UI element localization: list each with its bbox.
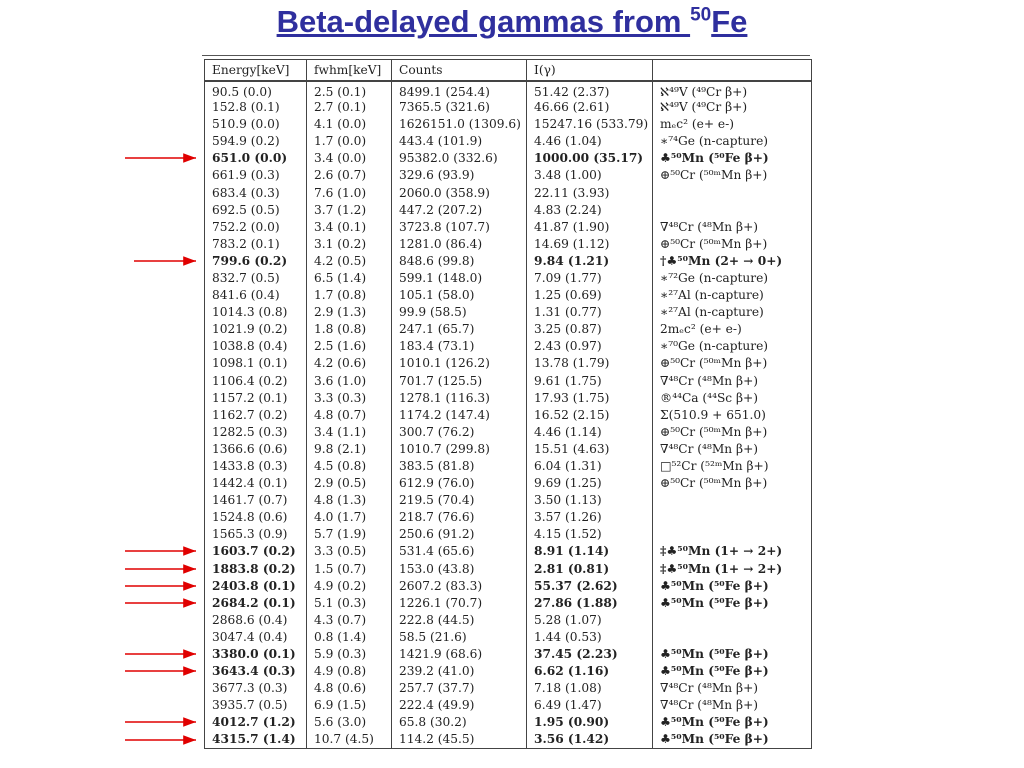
assignment-cell: ‡♣⁵⁰Mn (1+ → 2+) (653, 543, 812, 560)
fwhm-cell: 4.5 (0.8) (307, 457, 392, 474)
intensity-cell: 3.57 (1.26) (527, 509, 653, 526)
intensity-cell: 3.56 (1.42) (527, 731, 653, 748)
counts-cell: 183.4 (73.1) (392, 338, 527, 355)
assignment-cell: ⊕⁵⁰Cr (⁵⁰ᵐMn β+) (653, 355, 812, 372)
intensity-cell: 27.86 (1.88) (527, 594, 653, 611)
assignment-cell: ℵ⁴⁹V (⁴⁹Cr β+) (653, 81, 812, 99)
intensity-cell: 4.46 (1.04) (527, 133, 653, 150)
energy-cell: 1021.9 (0.2) (205, 321, 307, 338)
table-row (205, 287, 812, 304)
assignment-cell: ♣⁵⁰Mn (⁵⁰Fe β+) (653, 594, 812, 611)
fwhm-cell: 5.1 (0.3) (307, 594, 392, 611)
fwhm-cell: 4.2 (0.5) (307, 252, 392, 269)
slide-title (0, 4, 1024, 40)
energy-cell: 1883.8 (0.2) (205, 560, 307, 577)
table-row (205, 423, 812, 440)
title-mass-number: 50 (690, 4, 712, 26)
energy-cell: 1038.8 (0.4) (205, 338, 307, 355)
table-row (205, 184, 812, 201)
table-row (205, 269, 812, 286)
header-assignment (653, 60, 812, 81)
assignment-cell: ∇⁴⁸Cr (⁴⁸Mn β+) (653, 218, 812, 235)
intensity-cell: 4.83 (2.24) (527, 201, 653, 218)
table-row (205, 543, 812, 560)
assignment-cell (653, 526, 812, 543)
gamma-table (204, 59, 812, 749)
energy-cell: 510.9 (0.0) (205, 116, 307, 133)
fwhm-cell: 4.8 (0.6) (307, 680, 392, 697)
energy-cell: 1157.2 (0.1) (205, 389, 307, 406)
title-divider (202, 55, 810, 56)
counts-cell: 1281.0 (86.4) (392, 235, 527, 252)
energy-cell: 661.9 (0.3) (205, 167, 307, 184)
energy-cell: 1162.7 (0.2) (205, 406, 307, 423)
table-row (205, 406, 812, 423)
header-energy: Energy[keV] (205, 60, 307, 81)
fwhm-cell: 3.1 (0.2) (307, 235, 392, 252)
intensity-cell: 3.50 (1.13) (527, 492, 653, 509)
assignment-cell: ∇⁴⁸Cr (⁴⁸Mn β+) (653, 680, 812, 697)
fwhm-cell: 1.7 (0.0) (307, 133, 392, 150)
fwhm-cell: 2.7 (0.1) (307, 99, 392, 116)
energy-cell: 841.6 (0.4) (205, 287, 307, 304)
energy-cell: 4315.7 (1.4) (205, 731, 307, 748)
assignment-cell (653, 184, 812, 201)
counts-cell: 329.6 (93.9) (392, 167, 527, 184)
counts-cell: 99.9 (58.5) (392, 304, 527, 321)
intensity-cell: 9.61 (1.75) (527, 372, 653, 389)
header-intensity: I(γ) (527, 60, 653, 81)
counts-cell: 7365.5 (321.6) (392, 99, 527, 116)
table-row (205, 201, 812, 218)
counts-cell: 1278.1 (116.3) (392, 389, 527, 406)
energy-cell: 752.2 (0.0) (205, 218, 307, 235)
fwhm-cell: 2.6 (0.7) (307, 167, 392, 184)
energy-cell: 832.7 (0.5) (205, 269, 307, 286)
energy-cell: 3677.3 (0.3) (205, 680, 307, 697)
table-row (205, 167, 812, 184)
assignment-cell (653, 201, 812, 218)
assignment-cell (653, 509, 812, 526)
counts-cell: 239.2 (41.0) (392, 663, 527, 680)
energy-cell: 3935.7 (0.5) (205, 697, 307, 714)
fwhm-cell: 4.1 (0.0) (307, 116, 392, 133)
energy-cell: 3380.0 (0.1) (205, 646, 307, 663)
header-fwhm: fwhm[keV] (307, 60, 392, 81)
energy-cell: 1098.1 (0.1) (205, 355, 307, 372)
counts-cell: 65.8 (30.2) (392, 714, 527, 731)
table-row (205, 560, 812, 577)
intensity-cell: 1000.00 (35.17) (527, 150, 653, 167)
intensity-cell: 17.93 (1.75) (527, 389, 653, 406)
table-row (205, 150, 812, 167)
counts-cell: 222.4 (49.9) (392, 697, 527, 714)
assignment-cell: ®⁴⁴Ca (⁴⁴Sc β+) (653, 389, 812, 406)
assignment-cell: ∇⁴⁸Cr (⁴⁸Mn β+) (653, 372, 812, 389)
header-counts: Counts (392, 60, 527, 81)
table-header-row (205, 60, 812, 81)
table-row (205, 440, 812, 457)
fwhm-cell: 4.9 (0.2) (307, 577, 392, 594)
counts-cell: 247.1 (65.7) (392, 321, 527, 338)
fwhm-cell: 4.3 (0.7) (307, 611, 392, 628)
intensity-cell: 51.42 (2.37) (527, 81, 653, 99)
energy-cell: 692.5 (0.5) (205, 201, 307, 218)
intensity-cell: 2.81 (0.81) (527, 560, 653, 577)
energy-cell: 1603.7 (0.2) (205, 543, 307, 560)
counts-cell: 447.2 (207.2) (392, 201, 527, 218)
assignment-cell: Σ(510.9 + 651.0) (653, 406, 812, 423)
energy-cell: 90.5 (0.0) (205, 81, 307, 99)
energy-cell: 2403.8 (0.1) (205, 577, 307, 594)
table-row (205, 577, 812, 594)
counts-cell: 3723.8 (107.7) (392, 218, 527, 235)
energy-cell: 1565.3 (0.9) (205, 526, 307, 543)
fwhm-cell: 3.4 (0.1) (307, 218, 392, 235)
table-row (205, 235, 812, 252)
assignment-cell: ♣⁵⁰Mn (⁵⁰Fe β+) (653, 714, 812, 731)
intensity-cell: 13.78 (1.79) (527, 355, 653, 372)
table-row (205, 611, 812, 628)
counts-cell: 612.9 (76.0) (392, 475, 527, 492)
counts-cell: 300.7 (76.2) (392, 423, 527, 440)
assignment-cell: mₑc² (e+ e-) (653, 116, 812, 133)
intensity-cell: 6.04 (1.31) (527, 457, 653, 474)
assignment-cell: ⊕⁵⁰Cr (⁵⁰ᵐMn β+) (653, 475, 812, 492)
table-row (205, 663, 812, 680)
counts-cell: 848.6 (99.8) (392, 252, 527, 269)
table-row (205, 304, 812, 321)
counts-cell: 2607.2 (83.3) (392, 577, 527, 594)
table-body (205, 81, 812, 749)
intensity-cell: 46.66 (2.61) (527, 99, 653, 116)
energy-cell: 152.8 (0.1) (205, 99, 307, 116)
counts-cell: 701.7 (125.5) (392, 372, 527, 389)
fwhm-cell: 3.7 (1.2) (307, 201, 392, 218)
counts-cell: 114.2 (45.5) (392, 731, 527, 748)
intensity-cell: 9.84 (1.21) (527, 252, 653, 269)
table-row (205, 99, 812, 116)
energy-cell: 2868.6 (0.4) (205, 611, 307, 628)
fwhm-cell: 7.6 (1.0) (307, 184, 392, 201)
intensity-cell: 6.49 (1.47) (527, 697, 653, 714)
title-element: Fe (711, 4, 748, 39)
counts-cell: 2060.0 (358.9) (392, 184, 527, 201)
table-row (205, 628, 812, 645)
intensity-cell: 22.11 (3.93) (527, 184, 653, 201)
assignment-cell: 2mₑc² (e+ e-) (653, 321, 812, 338)
assignment-cell: ∗²⁷Al (n-capture) (653, 304, 812, 321)
intensity-cell: 9.69 (1.25) (527, 475, 653, 492)
intensity-cell: 7.09 (1.77) (527, 269, 653, 286)
table-row (205, 594, 812, 611)
table-row (205, 81, 812, 99)
counts-cell: 250.6 (91.2) (392, 526, 527, 543)
fwhm-cell: 5.9 (0.3) (307, 646, 392, 663)
counts-cell: 58.5 (21.6) (392, 628, 527, 645)
table-row (205, 509, 812, 526)
assignment-cell: ‡♣⁵⁰Mn (1+ → 2+) (653, 560, 812, 577)
counts-cell: 218.7 (76.6) (392, 509, 527, 526)
intensity-cell: 55.37 (2.62) (527, 577, 653, 594)
table-row (205, 457, 812, 474)
fwhm-cell: 2.5 (1.6) (307, 338, 392, 355)
assignment-cell (653, 611, 812, 628)
fwhm-cell: 3.4 (0.0) (307, 150, 392, 167)
assignment-cell: ∇⁴⁸Cr (⁴⁸Mn β+) (653, 440, 812, 457)
fwhm-cell: 4.0 (1.7) (307, 509, 392, 526)
energy-cell: 1106.4 (0.2) (205, 372, 307, 389)
assignment-cell: †♣⁵⁰Mn (2+ → 0+) (653, 252, 812, 269)
intensity-cell: 7.18 (1.08) (527, 680, 653, 697)
energy-cell: 1014.3 (0.8) (205, 304, 307, 321)
fwhm-cell: 3.4 (1.1) (307, 423, 392, 440)
energy-cell: 651.0 (0.0) (205, 150, 307, 167)
intensity-cell: 1.31 (0.77) (527, 304, 653, 321)
counts-cell: 8499.1 (254.4) (392, 81, 527, 99)
assignment-cell: ⊕⁵⁰Cr (⁵⁰ᵐMn β+) (653, 167, 812, 184)
energy-cell: 683.4 (0.3) (205, 184, 307, 201)
fwhm-cell: 1.7 (0.8) (307, 287, 392, 304)
assignment-cell: ∗⁷²Ge (n-capture) (653, 269, 812, 286)
intensity-cell: 5.28 (1.07) (527, 611, 653, 628)
counts-cell: 153.0 (43.8) (392, 560, 527, 577)
assignment-cell: ♣⁵⁰Mn (⁵⁰Fe β+) (653, 663, 812, 680)
counts-cell: 1174.2 (147.4) (392, 406, 527, 423)
intensity-cell: 16.52 (2.15) (527, 406, 653, 423)
intensity-cell: 14.69 (1.12) (527, 235, 653, 252)
table-row (205, 321, 812, 338)
intensity-cell: 6.62 (1.16) (527, 663, 653, 680)
assignment-cell (653, 628, 812, 645)
counts-cell: 383.5 (81.8) (392, 457, 527, 474)
fwhm-cell: 1.5 (0.7) (307, 560, 392, 577)
assignment-cell: ♣⁵⁰Mn (⁵⁰Fe β+) (653, 150, 812, 167)
energy-cell: 1282.5 (0.3) (205, 423, 307, 440)
table-row (205, 116, 812, 133)
counts-cell: 95382.0 (332.6) (392, 150, 527, 167)
assignment-cell: ⊕⁵⁰Cr (⁵⁰ᵐMn β+) (653, 235, 812, 252)
table-row (205, 731, 812, 748)
intensity-cell: 15.51 (4.63) (527, 440, 653, 457)
energy-cell: 1442.4 (0.1) (205, 475, 307, 492)
counts-cell: 1226.1 (70.7) (392, 594, 527, 611)
assignment-cell: ♣⁵⁰Mn (⁵⁰Fe β+) (653, 731, 812, 748)
assignment-cell (653, 492, 812, 509)
intensity-cell: 3.25 (0.87) (527, 321, 653, 338)
assignment-cell: □⁵²Cr (⁵²ᵐMn β+) (653, 457, 812, 474)
assignment-cell: ♣⁵⁰Mn (⁵⁰Fe β+) (653, 646, 812, 663)
fwhm-cell: 2.9 (1.3) (307, 304, 392, 321)
energy-cell: 3643.4 (0.3) (205, 663, 307, 680)
energy-cell: 3047.4 (0.4) (205, 628, 307, 645)
energy-cell: 4012.7 (1.2) (205, 714, 307, 731)
intensity-cell: 1.44 (0.53) (527, 628, 653, 645)
fwhm-cell: 9.8 (2.1) (307, 440, 392, 457)
fwhm-cell: 3.6 (1.0) (307, 372, 392, 389)
intensity-cell: 8.91 (1.14) (527, 543, 653, 560)
energy-cell: 2684.2 (0.1) (205, 594, 307, 611)
table-row (205, 218, 812, 235)
fwhm-cell: 4.2 (0.6) (307, 355, 392, 372)
assignment-cell: ⊕⁵⁰Cr (⁵⁰ᵐMn β+) (653, 423, 812, 440)
intensity-cell: 15247.16 (533.79) (527, 116, 653, 133)
fwhm-cell: 4.8 (1.3) (307, 492, 392, 509)
fwhm-cell: 5.6 (3.0) (307, 714, 392, 731)
assignment-cell: ♣⁵⁰Mn (⁵⁰Fe β+) (653, 577, 812, 594)
fwhm-cell: 6.9 (1.5) (307, 697, 392, 714)
intensity-cell: 4.46 (1.14) (527, 423, 653, 440)
intensity-cell: 41.87 (1.90) (527, 218, 653, 235)
fwhm-cell: 4.9 (0.8) (307, 663, 392, 680)
assignment-cell: ∇⁴⁸Cr (⁴⁸Mn β+) (653, 697, 812, 714)
table-row (205, 338, 812, 355)
counts-cell: 1010.7 (299.8) (392, 440, 527, 457)
energy-cell: 783.2 (0.1) (205, 235, 307, 252)
table-row (205, 372, 812, 389)
intensity-cell: 1.95 (0.90) (527, 714, 653, 731)
energy-cell: 1366.6 (0.6) (205, 440, 307, 457)
counts-cell: 219.5 (70.4) (392, 492, 527, 509)
table-row (205, 389, 812, 406)
intensity-cell: 4.15 (1.52) (527, 526, 653, 543)
energy-cell: 1524.8 (0.6) (205, 509, 307, 526)
counts-cell: 257.7 (37.7) (392, 680, 527, 697)
table-row (205, 252, 812, 269)
table-row (205, 492, 812, 509)
fwhm-cell: 10.7 (4.5) (307, 731, 392, 748)
energy-cell: 1433.8 (0.3) (205, 457, 307, 474)
intensity-cell: 37.45 (2.23) (527, 646, 653, 663)
table-row (205, 697, 812, 714)
fwhm-cell: 3.3 (0.3) (307, 389, 392, 406)
counts-cell: 1626151.0 (1309.6) (392, 116, 527, 133)
intensity-cell: 3.48 (1.00) (527, 167, 653, 184)
counts-cell: 1010.1 (126.2) (392, 355, 527, 372)
assignment-cell: ∗⁷⁰Ge (n-capture) (653, 338, 812, 355)
fwhm-cell: 2.9 (0.5) (307, 475, 392, 492)
intensity-cell: 2.43 (0.97) (527, 338, 653, 355)
table-row (205, 475, 812, 492)
table-row (205, 646, 812, 663)
table-row (205, 133, 812, 150)
fwhm-cell: 6.5 (1.4) (307, 269, 392, 286)
assignment-cell: ∗²⁷Al (n-capture) (653, 287, 812, 304)
fwhm-cell: 4.8 (0.7) (307, 406, 392, 423)
assignment-cell: ℵ⁴⁹V (⁴⁹Cr β+) (653, 99, 812, 116)
energy-cell: 1461.7 (0.7) (205, 492, 307, 509)
counts-cell: 443.4 (101.9) (392, 133, 527, 150)
fwhm-cell: 2.5 (0.1) (307, 81, 392, 99)
fwhm-cell: 5.7 (1.9) (307, 526, 392, 543)
intensity-cell: 1.25 (0.69) (527, 287, 653, 304)
table-row (205, 526, 812, 543)
counts-cell: 599.1 (148.0) (392, 269, 527, 286)
table-row (205, 355, 812, 372)
fwhm-cell: 3.3 (0.5) (307, 543, 392, 560)
title-text: Beta-delayed gammas from (276, 4, 691, 39)
counts-cell: 105.1 (58.0) (392, 287, 527, 304)
counts-cell: 531.4 (65.6) (392, 543, 527, 560)
counts-cell: 1421.9 (68.6) (392, 646, 527, 663)
table-row (205, 714, 812, 731)
counts-cell: 222.8 (44.5) (392, 611, 527, 628)
fwhm-cell: 0.8 (1.4) (307, 628, 392, 645)
energy-cell: 799.6 (0.2) (205, 252, 307, 269)
assignment-cell: ∗⁷⁴Ge (n-capture) (653, 133, 812, 150)
fwhm-cell: 1.8 (0.8) (307, 321, 392, 338)
table-row (205, 680, 812, 697)
energy-cell: 594.9 (0.2) (205, 133, 307, 150)
